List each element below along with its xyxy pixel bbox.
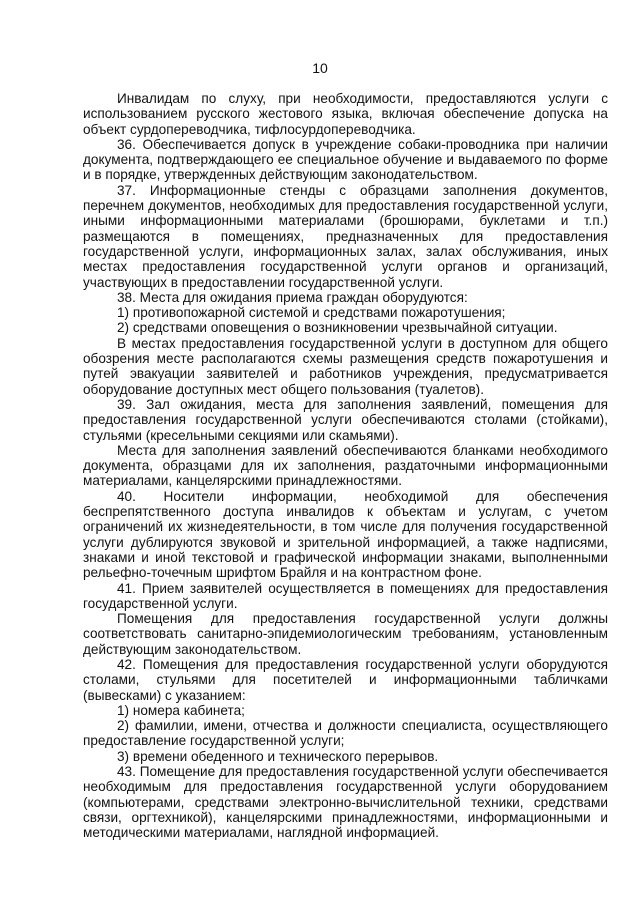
paragraph-evacuation-schemes: В местах предоставления государственной услуги в доступном для общего обозрения месте располагаются схемы размещения средств пожаротушения и путей эвакуации заявителей и работников учреждения, предусматривается оборудование доступных мест общего пользования (туалетов).	[83, 335, 608, 397]
paragraph-43: 43. Помещение для предоставления государственной услуги обеспечивается необходимым для предоставления государственной услуги оборудованием (компьютерами, средствами электронно-вычислительной техники, средствами связи, оргтехникой), канцелярскими принадлежностями, информационными и методическими материалами, наглядной информацией.	[83, 764, 608, 841]
page-number: 10	[312, 60, 328, 76]
list-item-42-1: 1) номера кабинета;	[117, 702, 245, 718]
paragraph-42: 42. Помещения для предоставления государственной услуги оборудуются столами, стульями для посетителей и информационными табличками (вывесками) с указанием:	[83, 656, 608, 703]
paragraph-41: 41. Прием заявителей осуществляется в помещениях для предоставления государственной услуги.	[83, 580, 608, 611]
paragraph-38: 38. Места для ожидания приема граждан оборудуются:	[117, 289, 468, 305]
paragraph-37: 37. Информационные стенды с образцами заполнения документов, перечнем документов, необходимых для предоставления государственной услуги, иными информационными материалами (брошюрами, буклетами и т.п.) размещаются в помещениях, предназначенных для предоставления государственной услуги, информационных залах, залах обслуживания, иных местах предоставления государственной услуги органов и организаций, участвующих в предоставлении государственной услуги.	[83, 182, 608, 290]
list-item-38-2: 2) средствами оповещения о возникновении чрезвычайной ситуации.	[117, 320, 558, 336]
paragraph-forms-places: Места для заполнения заявлений обеспечиваются бланками необходимого документа, образцами для их заполнения, раздаточными информационными материалами, канцелярскими принадлежностями.	[83, 442, 608, 489]
list-item-38-1: 1) противопожарной системой и средствами пожаротушения;	[117, 305, 506, 321]
list-item-42-2: 2) фамилии, имени, отчества и должности специалиста, осуществляющего предоставление государственной услуги;	[83, 718, 608, 749]
paragraph-40: 40. Носители информации, необходимой для обеспечения беспрепятственного доступа инвалидов к объектам и услугам, с учетом ограничений их жизнедеятельности, в том числе для получения государственной услуги дублируются звуковой и зрительной информацией, а также надписями, знаками и иной текстовой и графической информации знаками, выполненными рельефно-точечным шрифтом Брайля и на контрастном фоне.	[83, 488, 608, 581]
document-body	[83, 91, 608, 841]
paragraph-39: 39. Зал ожидания, места для заполнения заявлений, помещения для предоставления государственной услуги обеспечиваются столами (стойками), стульями (кресельными секциями или скамьями).	[83, 396, 608, 443]
paragraph-36: 36. Обеспечивается допуск в учреждение собаки-проводника при наличии документа, подтверждающего ее специальное обучение и выдаваемого по форме и в порядке, утвержденных действующим законодательством.	[83, 136, 608, 183]
paragraph-hearing-impaired: Инвалидам по слуху, при необходимости, предоставляются услуги с использованием русского жестового языка, включая обеспечение допуска на объект сурдопереводчика, тифлосурдопереводчика.	[83, 91, 608, 137]
list-item-42-3: 3) времени обеденного и технического перерывов.	[117, 748, 439, 764]
paragraph-premises-requirements: Помещения для предоставления государственной услуги должны соответствовать санитарно-эпидемиологическим требованиям, установленным действующим законодательством.	[83, 611, 608, 657]
